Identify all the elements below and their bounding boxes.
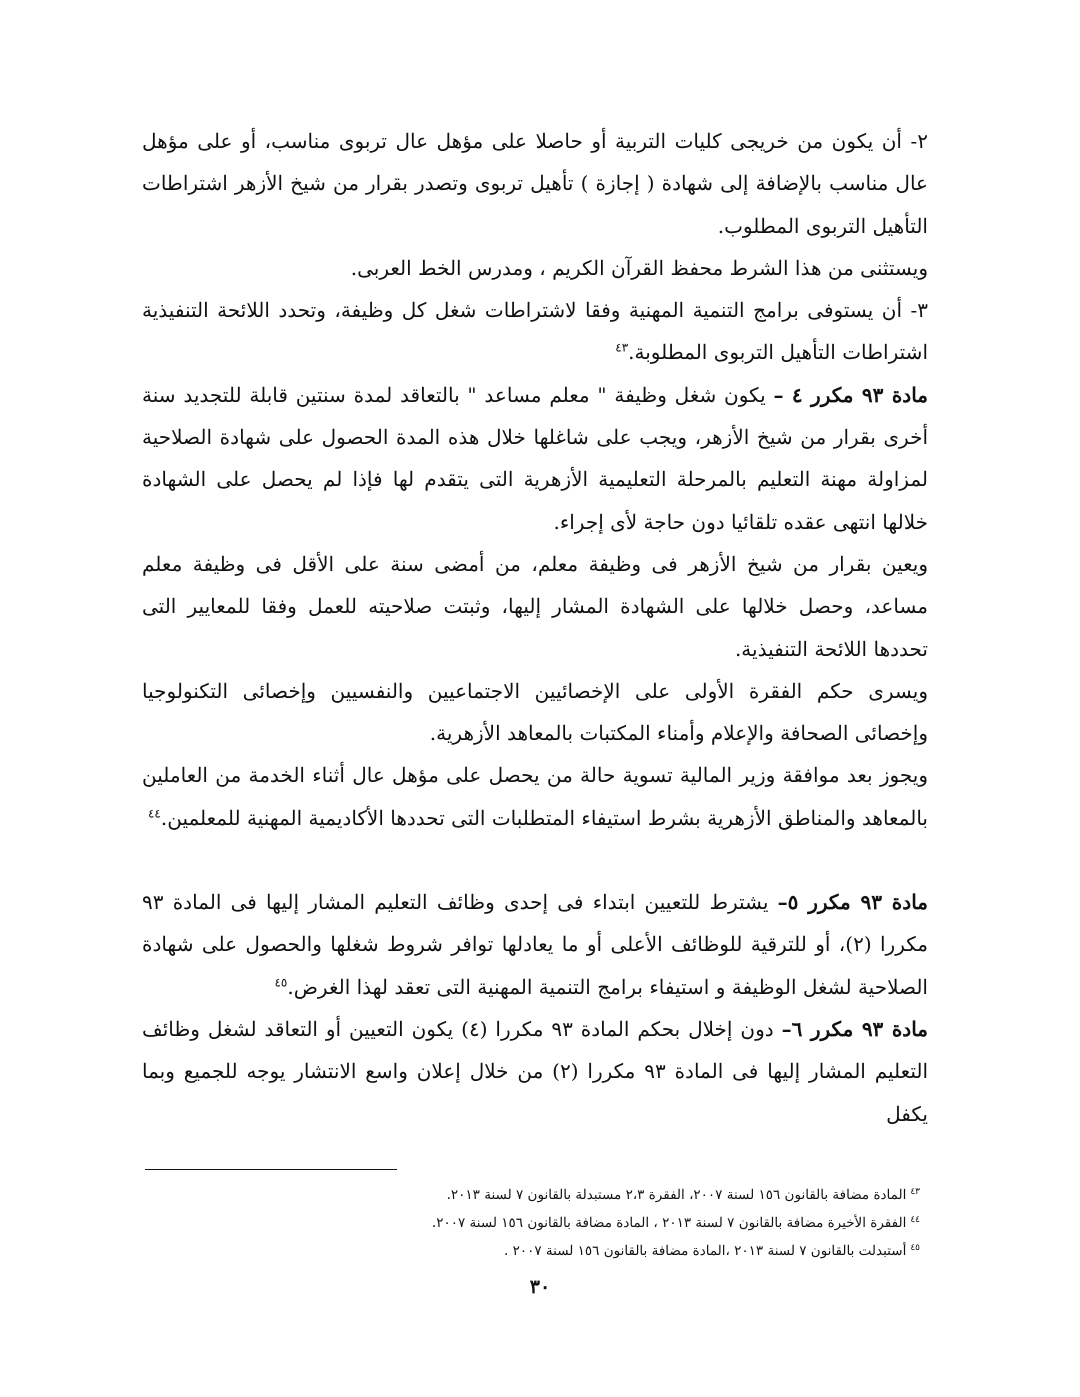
page-number: ٣٠ (529, 1276, 551, 1298)
footnote-ref-43[interactable]: ٤٣ (615, 340, 629, 355)
footnote-45 (160, 1237, 920, 1265)
article-text: دون إخلال بحكم المادة ٩٣ مكررا (٤) يكون التعيين أو التعاقد لشغل وظائف التعليم المشار إليها فى المادة ٩٣ مكررا (٢) من خلال إعلان واسع الانتشار يوجه للجميع وبما يكفل (142, 1016, 929, 1126)
paragraph-text: ٣- أن يستوفى برامج التنمية المهنية وفقا لاشتراطات شغل كل وظيفة، وتحدد اللائحة التنفيذية اشتراطات التأهيل التربوى المطلوبة. (142, 298, 928, 365)
footnotes (160, 1181, 920, 1265)
footnote-number: ٤٣ (910, 1186, 920, 1197)
footnote-number: ٤٤ (910, 1214, 920, 1225)
article-93-bis-6 (142, 1008, 928, 1135)
article-93-bis-4 (142, 374, 928, 543)
footnote-44 (160, 1209, 920, 1237)
footnote-number: ٤٥ (910, 1242, 920, 1253)
paragraph-text: ويجوز بعد موافقة وزير المالية تسوية حالة من يحصل على مؤهل عال أثناء الخدمة من العاملين بالمعاهد والمناطق الأزهرية بشرط استيفاء المتطلبات التى تحددها الأكاديمية المهنية للمعلمين. (142, 763, 928, 830)
article-heading: مادة ٩٣ مكرر ٦– (781, 1016, 929, 1041)
paragraph-appointment (142, 543, 928, 670)
paragraph-condition-3 (142, 289, 928, 374)
footnote-ref-44[interactable]: ٤٤ (147, 806, 161, 821)
paragraph-exception (142, 247, 928, 289)
paragraph-text: ويستثنى من هذا الشرط محفظ القرآن الكريم ، ومدرس الخط العربى. (350, 255, 928, 280)
paragraph-specialists (142, 670, 928, 755)
footnote-text: أستبدلت بالقانون ٧ لسنة ٢٠١٣ ،المادة مضافة بالقانون ١٥٦ لسنة ٢٠٠٧ . (504, 1243, 907, 1259)
paragraph-finance-minister (142, 754, 928, 839)
article-heading: مادة ٩٣ مكرر ٥– (777, 890, 928, 915)
footnote-text: المادة مضافة بالقانون ١٥٦ لسنة ٢٠٠٧، الفقرة ٢،٣ مستبدلة بالقانون ٧ لسنة ٢٠١٣. (446, 1187, 907, 1203)
article-text: يشترط للتعيين ابتداء فى إحدى وظائف التعليم المشار إليها فى المادة ٩٣ مكررا (٢)، أو للترقية للوظائف الأعلى أو ما يعادلها توافر شروط شغلها والحصول على شهادة الصلاحية لشغل الوظيفة و استيفاء برامج التنمية المهنية التى تعقد لهذا الغرض. (142, 890, 928, 999)
footnote-ref-45[interactable]: ٤٥ (274, 974, 288, 989)
footnote-43 (160, 1181, 920, 1209)
paragraph-condition-2 (142, 120, 928, 247)
article-text: يكون شغل وظيفة " معلم مساعد " بالتعاقد لمدة سنتين قابلة للتجديد سنة أخرى بقرار من شيخ الأزهر، ويجب على شاغلها خلال هذه المدة الحصول على شهادة الصلاحية لمزاولة مهنة التعليم بالمرحلة التعليمية الأزهرية التى يتقدم لها فإذا لم يحصل على الشهادة خلالها انتهى عقده تلقائيا دون حاجة لأى إجراء. (142, 382, 929, 534)
paragraph-text: ويعين بقرار من شيخ الأزهر فى وظيفة معلم، من أمضى سنة على الأقل فى وظيفة معلم مساعد، وحصل خلالها على الشهادة المشار إليها، وثبتت صلاحيته للعمل وفقا للمعايير التى تحددها اللائحة التنفيذية. (142, 551, 928, 661)
paragraph-spacer (142, 839, 928, 881)
body-text (142, 120, 928, 1135)
footnote-text: الفقرة الأخيرة مضافة بالقانون ٧ لسنة ٢٠١٣ ، المادة مضافة بالقانون ١٥٦ لسنة ٢٠٠٧. (431, 1215, 907, 1231)
footnote-separator (145, 1169, 397, 1170)
paragraph-text: ويسرى حكم الفقرة الأولى على الإخصائيين الاجتماعيين والنفسيين وإخصائى التكنولوجيا وإخصائى الصحافة والإعلام وأمناء المكتبات بالمعاهد الأزهرية. (142, 678, 928, 746)
article-93-bis-5 (142, 881, 928, 1008)
article-heading: مادة ٩٣ مكرر ٤ – (773, 382, 929, 407)
paragraph-text: ٢- أن يكون من خريجى كليات التربية أو حاصلا على مؤهل عال تربوى مناسب، أو على مؤهل عال مناسب بالإضافة إلى شهادة ( إجازة ) تأهيل تربوى وتصدر بقرار من شيخ الأزهر اشتراطات التأهيل التربوى المطلوب. (142, 129, 928, 238)
